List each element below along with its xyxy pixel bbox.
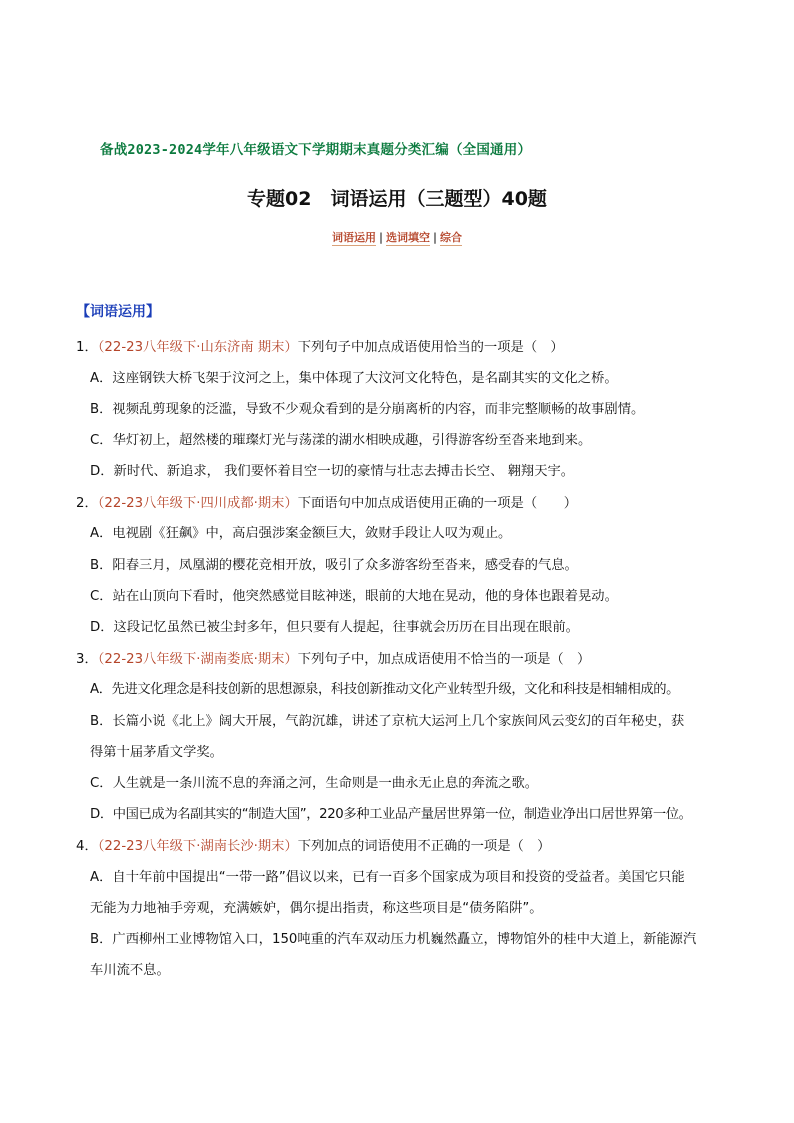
question-4 bbox=[76, 837, 550, 857]
tag-comprehensive: 综合 bbox=[440, 231, 463, 244]
option-4a-cont: 无能为力地袖手旁观，充满嫉妒，偶尔提出指责，称这些项目是“债务陷阱”。 bbox=[90, 901, 543, 916]
option-2a: A．电视剧《狂飙》中，高启强涉案金额巨大，敛财手段让人叹为观止。 bbox=[90, 526, 512, 541]
tag-fill-in: 选词填空 bbox=[386, 231, 430, 244]
option-3b: B．长篇小说《北上》阔大开展，气韵沉雄，讲述了京杭大运河上几个家族间风云变幻的百年秘史，获 bbox=[90, 714, 685, 729]
question-stem: 下列句子中加点成语使用恰当的一项是（ ） bbox=[297, 340, 564, 355]
option-1b: B．视频乱剪现象的泛滥，导致不少观众看到的是分崩离析的内容，而非完整顺畅的故事剧情。 bbox=[90, 402, 645, 417]
option-1c: C．华灯初上，超然楼的璀璨灯光与荡漾的湖水相映成趣，引得游客纷至沓来地到来。 bbox=[90, 433, 592, 448]
question-number: 3． bbox=[76, 652, 98, 667]
question-2 bbox=[76, 494, 577, 514]
series-title: 备战2023-2024学年八年级语文下学期期末真题分类汇编（全国通用） bbox=[100, 142, 532, 158]
question-source: （22-23八年级下·山东济南 期末） bbox=[97, 340, 298, 355]
section-heading: 【词语运用】 bbox=[76, 304, 160, 320]
option-4b: B．广西柳州工业博物馆入口，150吨重的汽车双动压力机巍然矗立，博物馆外的桂中大道上，新能源汽 bbox=[90, 932, 697, 947]
option-2b: B．阳春三月，凤凰湖的樱花竞相开放，吸引了众多游客纷至沓来，感受春的气息。 bbox=[90, 558, 578, 573]
option-2d: D．这段记忆虽然已被尘封多年，但只要有人提起，往事就会历历在目出现在眼前。 bbox=[90, 620, 579, 635]
question-source: （22-23八年级下·湖南长沙·期末） bbox=[97, 839, 298, 854]
option-1a: A．这座钢铁大桥飞架于汶河之上，集中体现了大汶河文化特色，是名副其实的文化之桥。 bbox=[90, 371, 618, 386]
option-3b-cont: 得第十届茅盾文学奖。 bbox=[90, 745, 223, 760]
option-3a: A．先进文化理念是科技创新的思想源泉，科技创新推动文化产业转型升级，文化和科技是相辅相成的。 bbox=[90, 682, 680, 697]
question-source: （22-23八年级下·湖南娄底·期末） bbox=[97, 652, 298, 667]
option-3c: C．人生就是一条川流不息的奔涌之河，生命则是一曲永无止息的奔流之歌。 bbox=[90, 776, 539, 791]
tag-separator: | bbox=[378, 231, 383, 244]
question-number: 4． bbox=[76, 839, 98, 854]
question-number: 2． bbox=[76, 496, 98, 511]
question-stem: 下列加点的词语使用不正确的一项是（ ） bbox=[297, 839, 551, 854]
topic-tags bbox=[0, 229, 794, 245]
page-title: 专题02 词语运用（三题型）40题 bbox=[247, 188, 547, 210]
question-number: 1． bbox=[76, 340, 98, 355]
option-4b-cont: 车川流不息。 bbox=[90, 963, 170, 978]
option-2c: C．站在山顶向下看时，他突然感觉目眩神迷，眼前的大地在晃动，他的身体也跟着晃动。 bbox=[90, 589, 618, 604]
option-4a: A．自十年前中国提出“一带一路”倡议以来，已有一百多个国家成为项目和投资的受益者。美国它只能 bbox=[90, 870, 685, 885]
option-3d: D．中国已成为名副其实的“制造大国”，220多种工业品产量居世界第一位，制造业净出口居世界第一位。 bbox=[90, 807, 692, 822]
tag-separator: | bbox=[433, 231, 438, 244]
question-stem: 下面语句中加点成语使用正确的一项是（ ） bbox=[297, 496, 578, 511]
option-1d: D．新时代、新追求， 我们要怀着目空一切的豪情与壮志去搏击长空、 翱翔天宇。 bbox=[90, 464, 575, 479]
question-1 bbox=[76, 338, 564, 358]
question-3 bbox=[76, 650, 590, 670]
question-stem: 下列句子中，加点成语使用不恰当的一项是（ ） bbox=[297, 652, 591, 667]
tag-word-usage: 词语运用 bbox=[331, 231, 376, 244]
question-source: （22-23八年级下·四川成都·期末） bbox=[97, 496, 298, 511]
